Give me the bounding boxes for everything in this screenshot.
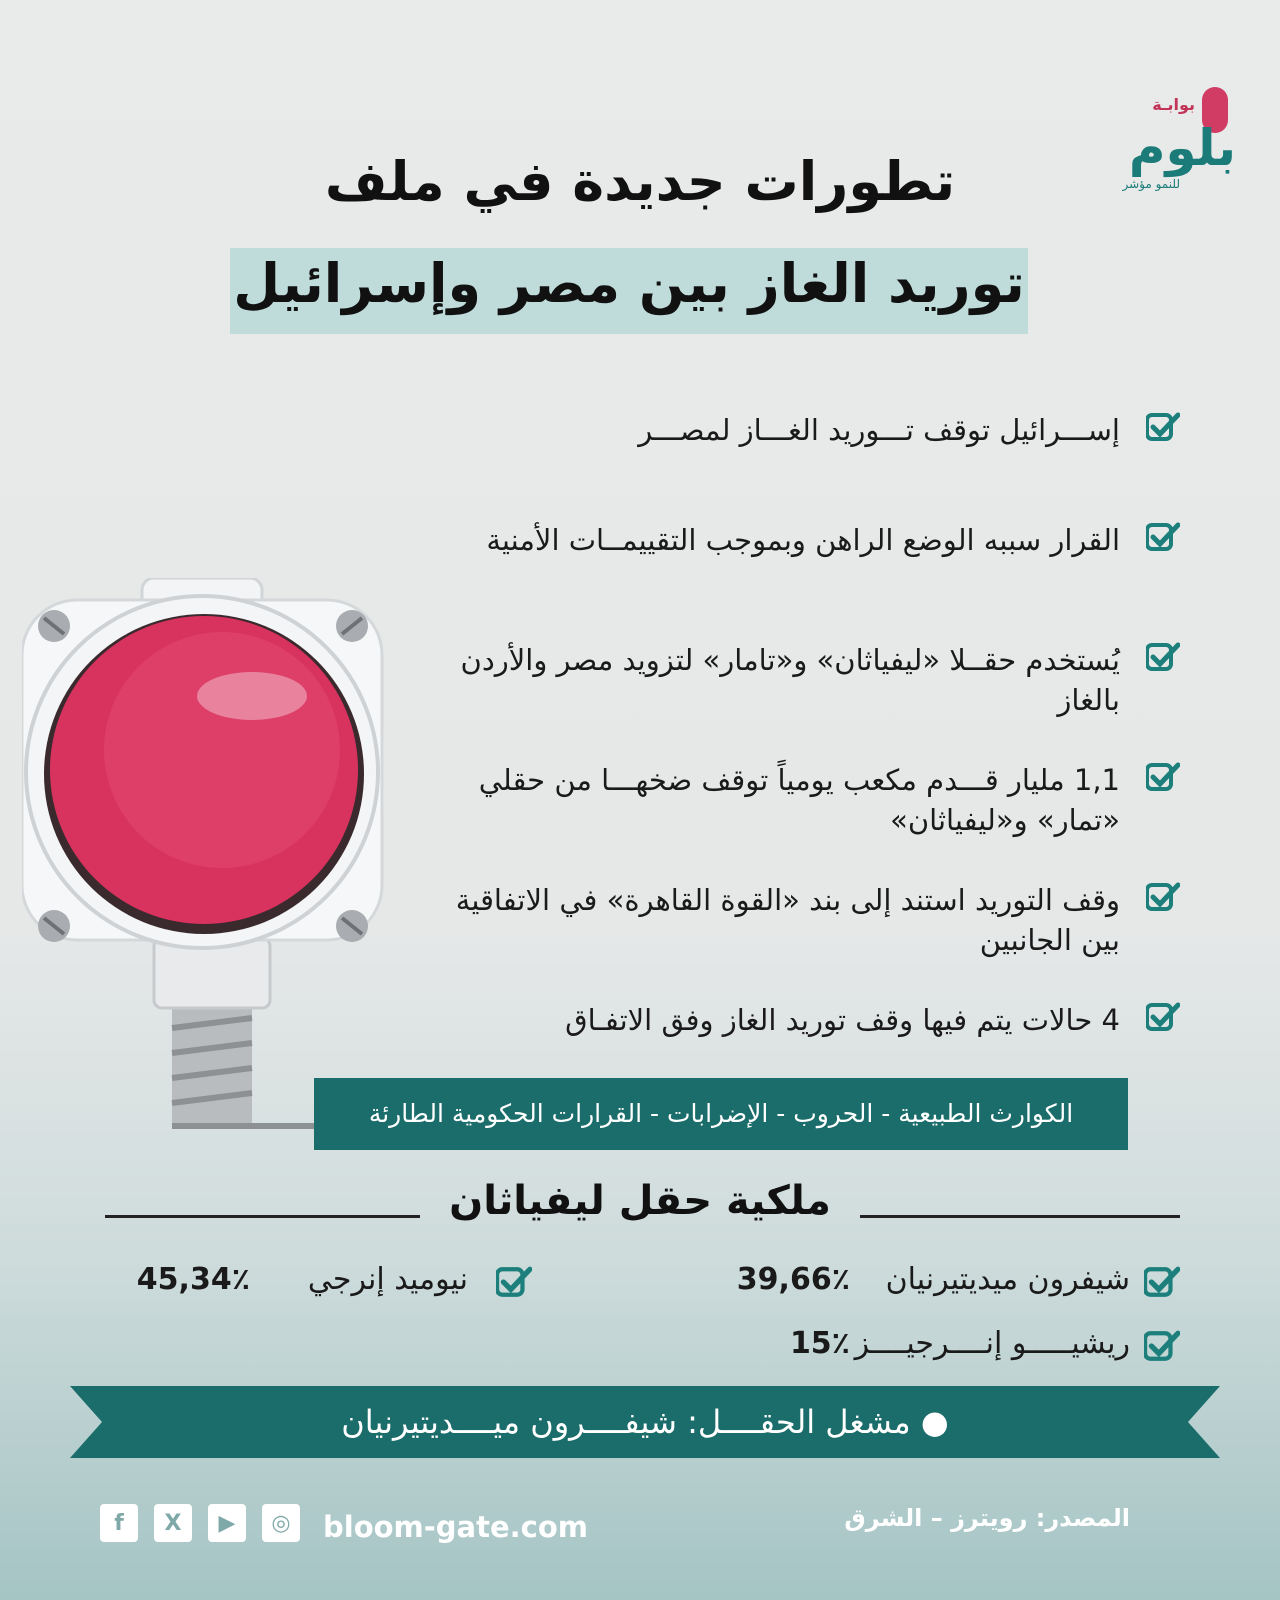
fact-text: إســـرائيل توقف تـــوريد الغـــاز لمصـــر [638,413,1120,447]
divider [105,1215,420,1218]
check-icon [1146,522,1180,552]
check-icon [1146,642,1180,672]
ownership-heading: ملكية حقل ليفياثان [449,1178,831,1224]
logo-top-text: بوابـة [1152,95,1195,114]
check-icon [1146,1002,1180,1032]
operator-text [120,1396,1170,1448]
divider [860,1215,1180,1218]
operator-label: مشغل الحقــــل: شيفــــرون ميــــديتيرنيان [341,1403,911,1441]
page-title-line1: تطورات جديدة في ملف [324,150,956,213]
fact-text: وقف التوريد استند إلى بند «القوة القاهرة» في الاتفاقية بين الجانبين [455,883,1120,957]
instagram-icon[interactable]: ◎ [262,1504,300,1542]
fact-text: يُستخدم حقــلا «ليفياثان» و«تامار» لتزويد مصر والأردن بالغاز [460,643,1120,717]
red-button-illustration [22,578,402,1138]
causes-banner: الكوارث الطبيعية - الحروب - الإضرابات - القرارات الحكومية الطارئة [314,1078,1128,1150]
owner-name: نيوميد إنرجي [307,1262,468,1297]
owner-name: شيفرون ميديتيرنيان [885,1262,1130,1297]
owner-share: 15٪ [789,1326,850,1361]
fact-text: 4 حالات يتم فيها وقف توريد الغاز وفق الاتفـاق [565,1003,1120,1037]
check-icon [1146,882,1180,912]
check-icon [1146,412,1180,442]
website-link[interactable]: bloom-gate.com [323,1510,589,1544]
check-icon [1144,1266,1180,1298]
owner-share: 39,66٪ [736,1262,850,1297]
bullet-dot-icon: ● [910,1403,949,1441]
logo-main-text: بلوم [1128,119,1236,177]
facebook-icon[interactable]: f [100,1504,138,1542]
youtube-icon[interactable]: ▶ [208,1504,246,1542]
owner-share: 45,34٪ [136,1262,250,1297]
logo-tagline: للنمو مؤشر [1122,177,1180,191]
source-credit: المصدر: رويترز – الشرق [844,1504,1130,1532]
check-icon [496,1266,532,1298]
owner-name: ريشيـــــو إنــــرجيــــز [854,1326,1130,1361]
social-links [100,1504,300,1542]
fact-text: 1,1 مليار قـــدم مكعب يومياً توقف ضخهـــا من حقلي «تمار» و«ليفياثان» [478,763,1120,837]
x-icon[interactable]: X [154,1504,192,1542]
check-icon [1146,762,1180,792]
page-title-line2: توريد الغاز بين مصر وإسرائيل [233,252,1025,315]
fact-text: القرار سببه الوضع الراهن وبموجب التقييمــات الأمنية [486,523,1120,557]
check-icon [1144,1330,1180,1362]
